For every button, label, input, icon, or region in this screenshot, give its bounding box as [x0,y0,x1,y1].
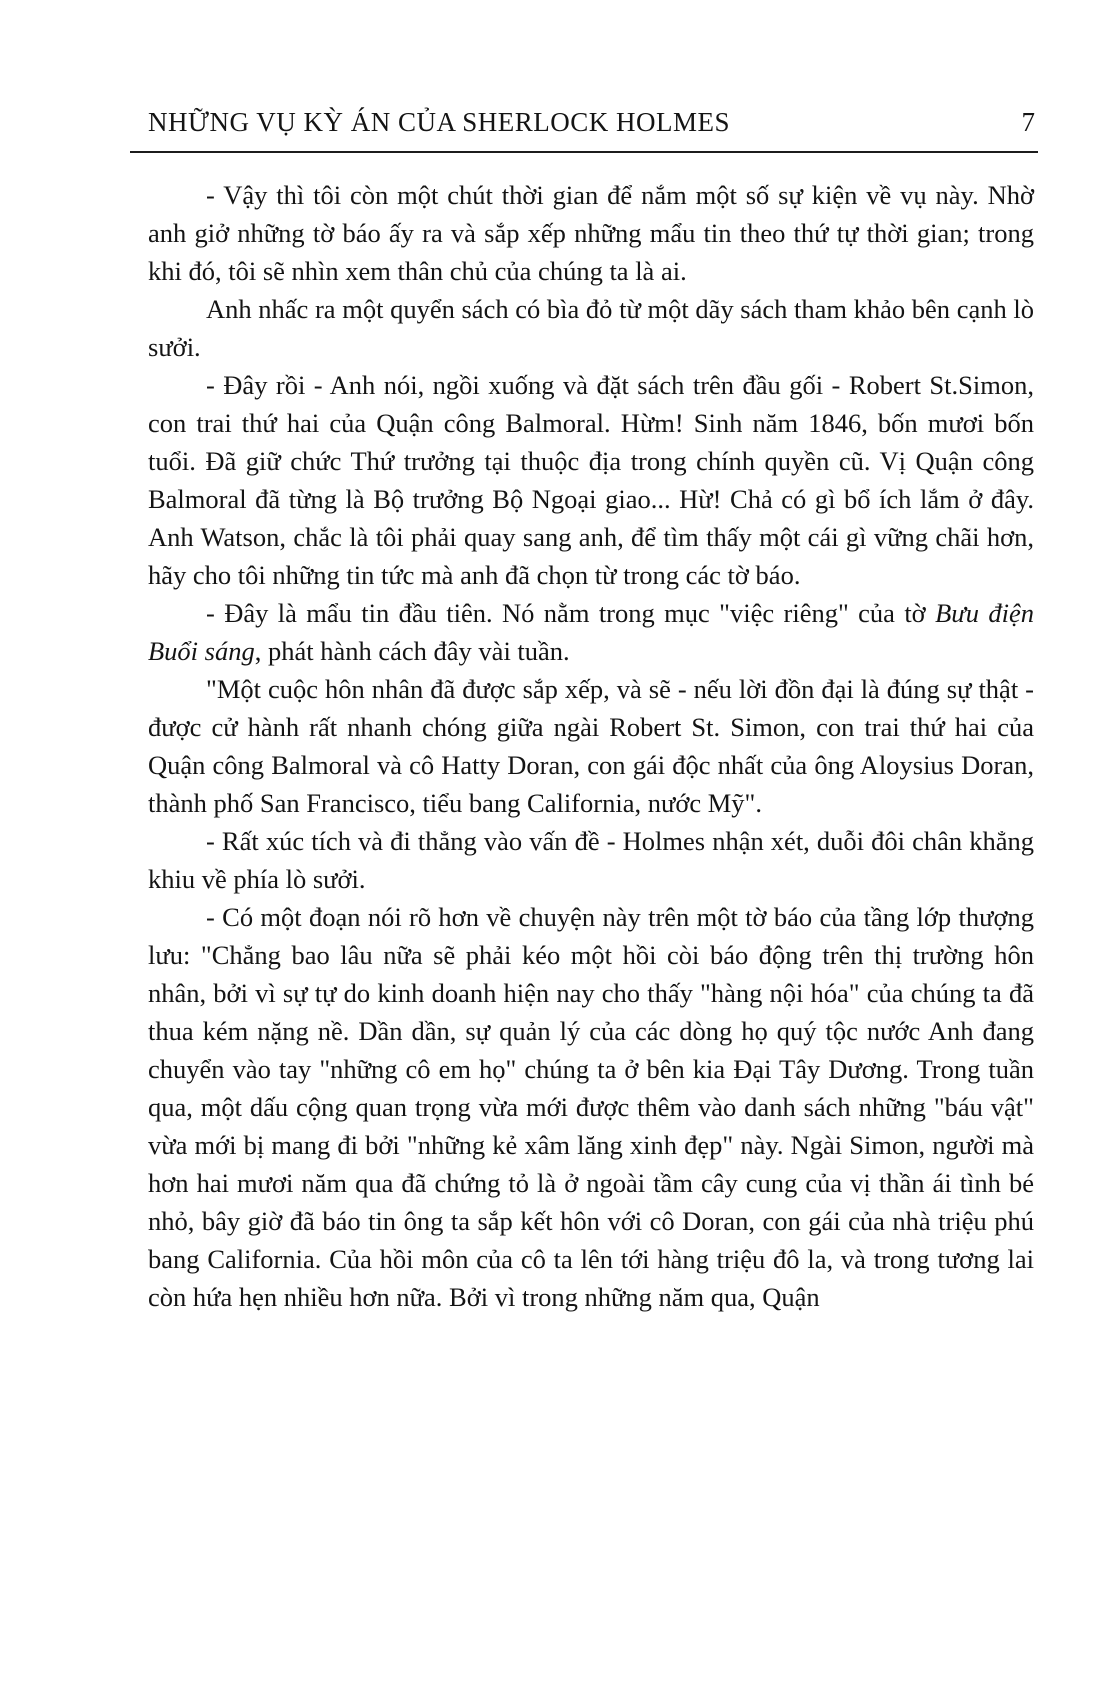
text-run: - Rất xúc tích và đi thẳng vào vấn đề - Holmes nhận xét, duỗi đôi chân khẳng khiu về phía lò sưởi. [148,826,1034,894]
italic-text-run: Bưu điện Buổi sáng [148,598,1034,666]
paragraph [148,290,1034,366]
paragraph [148,176,1034,290]
text-run: "Một cuộc hôn nhân đã được sắp xếp, và sẽ - nếu lời đồn đại là đúng sự thật - được cử hành rất nhanh chóng giữa ngài Robert St. Simon, con trai thứ hai của Quận công Balmoral và cô Hatty Doran, con gái độc nhất của ông Aloysius Doran, thành phố San Francisco, tiểu bang California, nước Mỹ". [148,674,1034,818]
paragraph [148,822,1034,898]
text-run: - Có một đoạn nói rõ hơn về chuyện này trên một tờ báo của tầng lớp thượng lưu: "Chẳng bao lâu nữa sẽ phải kéo một hồi còi báo động trên thị trường hôn nhân, bởi vì sự tự do kinh doanh hiện nay cho thấy "hàng nội hóa" của chúng ta đã thua kém nặng nề. Dần dần, sự quản lý của các dòng họ quý tộc nước Anh đang chuyển vào tay "những cô em họ" chúng ta ở bên kia Đại Tây Dương. Trong tuần qua, một dấu cộng quan trọng vừa mới được thêm vào danh sách những "báu vật" vừa mới bị mang đi bởi "những kẻ xâm lăng xinh đẹp" này. Ngài Simon, người mà hơn hai mươi năm qua đã chứng tỏ là ở ngoài tầm cây cung của vị thần ái tình bé nhỏ, bây giờ đã báo tin ông ta sắp kết hôn với cô Doran, con gái của nhà triệu phú bang California. Của hồi môn của cô ta lên tới hàng triệu đô la, và trong tương lai còn hứa hẹn nhiều hơn nữa. Bởi vì trong những năm qua, Quận [148,902,1034,1312]
paragraph [148,594,1034,670]
header-rule [130,151,1038,153]
body-text [148,176,1034,1316]
page-header [148,106,1035,138]
text-run: - Đây là mẩu tin đầu tiên. Nó nằm trong mục "việc riêng" của tờ [206,598,936,628]
text-run: Anh nhấc ra một quyển sách có bìa đỏ từ một dãy sách tham khảo bên cạnh lò sưởi. [148,294,1034,362]
text-run: - Đây rồi - Anh nói, ngồi xuống và đặt sách trên đầu gối - Robert St.Simon, con trai thứ hai của Quận công Balmoral. Hừm! Sinh năm 1846, bốn mươi bốn tuổi. Đã giữ chức Thứ trưởng tại thuộc địa trong chính quyền cũ. Vị Quận công Balmoral đã từng là Bộ trưởng Bộ Ngoại giao... Hừ! Chả có gì bổ ích lắm ở đây. Anh Watson, chắc là tôi phải quay sang anh, để tìm thấy một cái gì vững chãi hơn, hãy cho tôi những tin tức mà anh đã chọn từ trong các tờ báo. [148,370,1034,590]
paragraph [148,366,1034,594]
page-number: 7 [1021,107,1035,137]
text-run: , phát hành cách đây vài tuần. [254,636,570,666]
paragraph [148,898,1034,1316]
paragraph [148,670,1034,822]
running-title: NHỮNG VỤ KỲ ÁN CỦA SHERLOCK HOLMES [148,107,730,137]
text-run: - Vậy thì tôi còn một chút thời gian để nắm một số sự kiện về vụ này. Nhờ anh giở những tờ báo ấy ra và sắp xếp những mẩu tin theo thứ tự thời gian; trong khi đó, tôi sẽ nhìn xem thân chủ của chúng ta là ai. [148,180,1034,286]
